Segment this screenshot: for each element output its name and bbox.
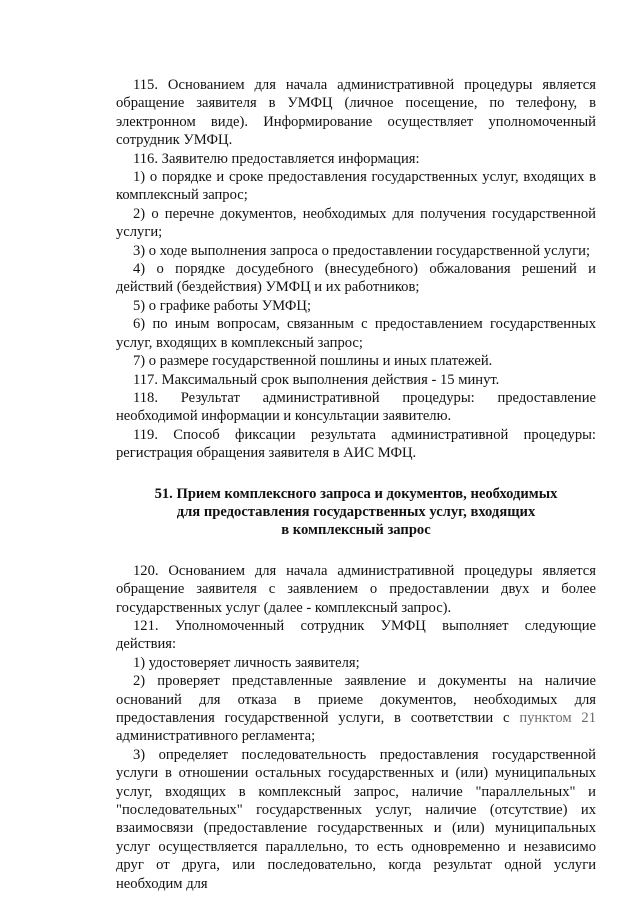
- section-heading-line-1: 51. Прием комплексного запроса и документов, необходимых: [154, 485, 558, 502]
- section-heading-51: [116, 485, 596, 540]
- list-item-121-2: [116, 672, 596, 746]
- section-heading-line-2: для предоставления государственных услуг, входящих: [176, 503, 536, 520]
- regulation-clause-link[interactable]: пунктом 21: [519, 710, 596, 726]
- list-item-121-2-text-a: 2) проверяет представленные заявление и документы на наличие оснований для отказа в приеме документов, необходимых для предоставления государственной услуги, в соответствии с: [116, 673, 596, 726]
- paragraph-117: 117. Максимальный срок выполнения действия - 15 минут.: [133, 371, 500, 388]
- list-item-121-1: 1) удостоверяет личность заявителя;: [133, 654, 360, 671]
- paragraph-116: 116. Заявителю предоставляется информация:: [133, 150, 420, 167]
- list-item-116-2: 2) о перечне документов, необходимых для получения государственной услуги;: [116, 205, 596, 241]
- list-item-116-4: 4) о порядке досудебного (внесудебного) обжалования решений и действий (бездействия) УМФЦ и их работников;: [116, 261, 596, 296]
- list-item-116-3: 3) о ходе выполнения запроса о предоставлении государственной услуги;: [133, 242, 591, 259]
- list-item-121-3: 3) определяет последовательность предоставления государственной услуги в отношении остальных государственных и (или) муниципальных услуг, входящих в комплексный запрос, наличие "параллельных" и "последовательных" государственных услуг, наличие (отсутствие) их взаимосвязи (предоставление государственных и (или) муниципальных услуг осуществляется параллельно, то есть одновременно и независимо друг от друга, или последовательно, когда результат одной услуги необходим для: [116, 746, 596, 892]
- list-item-116-5: 5) о графике работы УМФЦ;: [133, 297, 312, 314]
- document-page: [116, 76, 596, 893]
- paragraph-115: 115. Основанием для начала административной процедуры является обращение заявителя в УМФЦ (личное посещение, по телефону, в электронном виде). Информирование осуществляет уполномоченный сотрудник УМФЦ.: [116, 77, 596, 149]
- list-item-116-6: 6) по иным вопросам, связанным с предоставлением государственных услуг, входящих в комплексный запрос;: [116, 316, 596, 351]
- section-heading-line-3: в комплексный запрос: [281, 522, 431, 539]
- paragraph-119: 119. Способ фиксации результата административной процедуры: регистрация обращения заявителя в АИС МФЦ.: [116, 426, 596, 462]
- paragraph-121: 121. Уполномоченный сотрудник УМФЦ выполняет следующие действия:: [116, 617, 596, 653]
- list-item-116-7: 7) о размере государственной пошлины и иных платежей.: [133, 353, 493, 370]
- list-item-116-1: 1) о порядке и сроке предоставления государственных услуг, входящих в комплексный запрос;: [116, 169, 596, 204]
- list-item-121-2-text-b: административного регламента;: [116, 728, 316, 745]
- paragraph-118: 118. Результат административной процедуры: предоставление необходимой информации и консультации заявителю.: [116, 389, 596, 425]
- paragraph-120: 120. Основанием для начала административной процедуры является обращение заявителя с заявлением о предоставлении двух и более государственных услуг (далее - комплексный запрос).: [116, 562, 596, 616]
